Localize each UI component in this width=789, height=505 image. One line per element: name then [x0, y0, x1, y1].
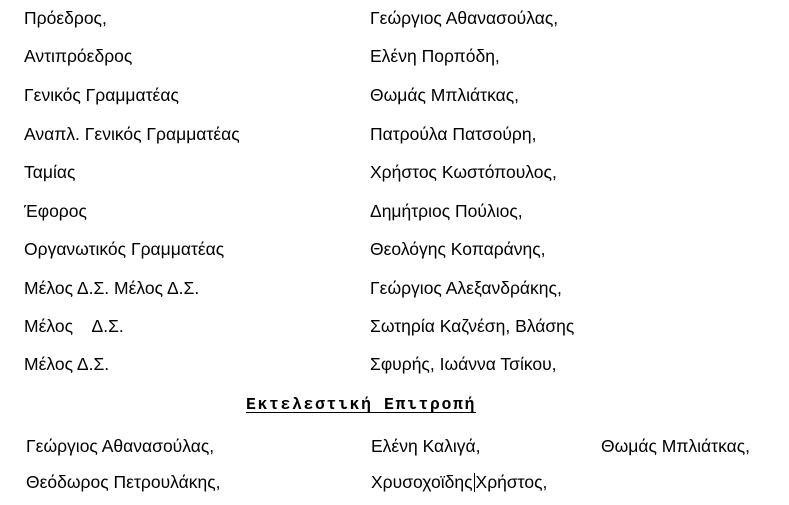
board-member-name: Θεολόγης Κοπαράνης,	[370, 239, 546, 259]
board-row	[0, 352, 789, 376]
board-row	[0, 122, 789, 146]
board-role: Μέλος Δ.Σ.	[24, 354, 110, 374]
board-row	[0, 160, 789, 184]
board-member-name: Σωτηρία Καζνέση, Βλάσης	[370, 316, 575, 336]
board-member-name: Πατρούλα Πατσούρη,	[370, 124, 537, 144]
board-row	[0, 6, 789, 30]
text-cursor	[474, 473, 475, 492]
executive-committee-row	[0, 470, 789, 494]
board-role: Πρόεδρος,	[24, 8, 107, 28]
board-row	[0, 199, 789, 223]
executive-committee-row	[0, 434, 789, 458]
executive-committee-heading: Εκτελεστική Επιτροπή	[246, 395, 477, 414]
board-role: Ταμίας	[24, 162, 76, 182]
board-row	[0, 276, 789, 300]
executive-member-name: Θωμάς Μπλιάτκας,	[601, 436, 751, 456]
board-role: Αναπλ. Γενικός Γραμματέας	[24, 124, 240, 144]
executive-member-name: Θεόδωρος Πετρουλάκης,	[26, 472, 221, 492]
board-role: Οργανωτικός Γραμματέας	[24, 239, 225, 259]
board-member-name: Ελένη Πορπόδη,	[370, 46, 500, 66]
board-row	[0, 83, 789, 107]
executive-member-firstname: Χρήστος,	[475, 472, 548, 492]
board-row	[0, 314, 789, 338]
executive-member-name: Γεώργιος Αθανασούλας,	[26, 436, 215, 456]
board-member-name: Δημήτριος Πούλιος,	[370, 201, 523, 221]
board-role: Μέλος Δ.Σ.	[24, 316, 124, 336]
board-member-name: Χρήστος Κωστόπουλος,	[370, 162, 557, 182]
board-member-name: Γεώργιος Αθανασούλας,	[370, 8, 559, 28]
board-row	[0, 44, 789, 68]
board-member-name: Θωμάς Μπλιάτκας,	[370, 85, 520, 105]
board-member-name: Σφυρής, Ιωάννα Τσίκου,	[370, 354, 557, 374]
board-role: Γενικός Γραμματέας	[24, 85, 179, 105]
board-role: Αντιπρόεδρος	[24, 46, 133, 66]
executive-member-name-with-cursor[interactable]	[371, 470, 547, 494]
executive-member-surname: Χρυσοχοϊδης	[371, 472, 473, 492]
executive-member-name: Ελένη Καλιγά,	[371, 436, 481, 456]
board-role: Μέλος Δ.Σ. Μέλος Δ.Σ.	[24, 278, 200, 298]
board-row	[0, 237, 789, 261]
board-role: Έφορος	[24, 201, 87, 221]
board-member-name: Γεώργιος Αλεξανδράκης,	[370, 278, 562, 298]
